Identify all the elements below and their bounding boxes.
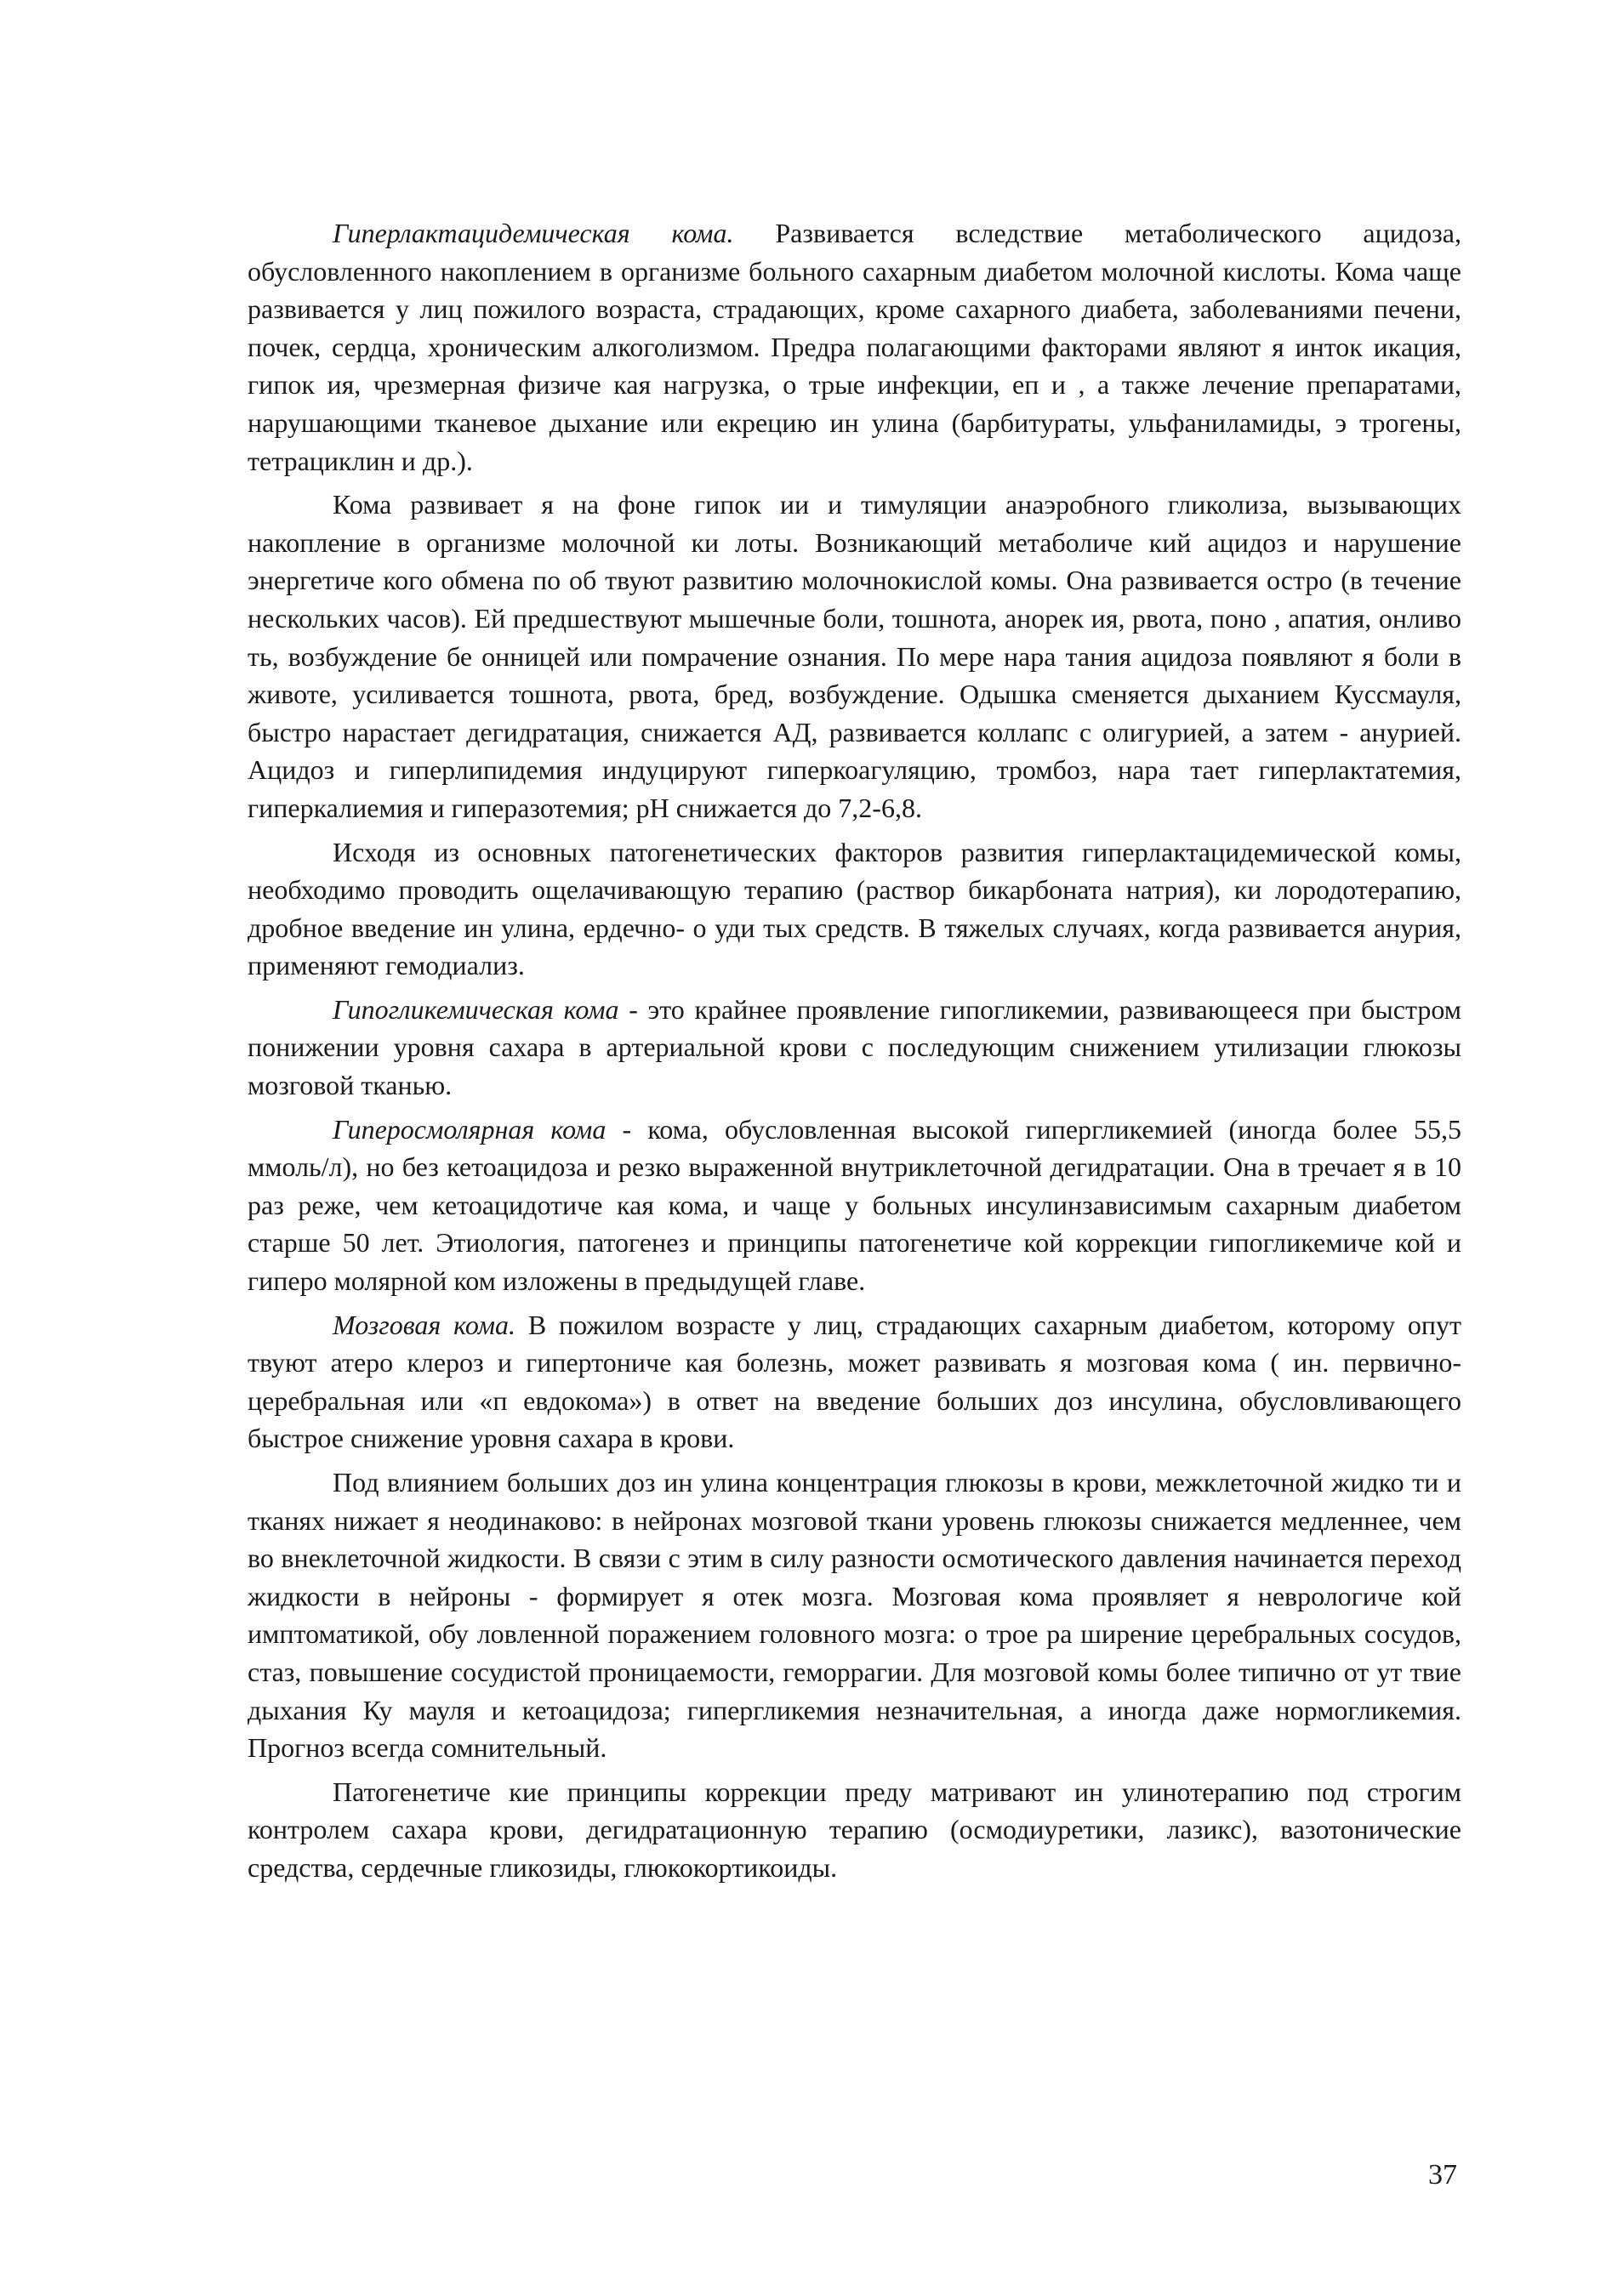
paragraph-text: Исходя из основных патогенетических факторов развития гиперлактацидемической комы, необходимо проводить ощелачивающую терапию (раствор бикарбоната натрия), ки лородотерапию, дробное введение ин улина, ердечно- о уди тых средств. В тяжелых случаях, когда развивается анурия, применяют гемодиализ. (248, 836, 1461, 981)
paragraph-insulin-effects (248, 1463, 1461, 1767)
paragraph-text: Под влиянием больших доз ин улина концентрация глюкозы в крови, межклеточной жидко ти и тканях нижает я неодинаково: в нейронах мозговой ткани уровень глюкозы снижается медленнее, чем во внеклеточной жидкости. В связи с этим в силу разности осмотического давления начинается переход жидкости в нейроны - формирует я отек мозга. Мозговая кома проявляет я неврологиче кой имптоматикой, обу ловленной поражением головного мозга: о трое ра ширение церебральных сосудов, стаз, повышение сосудистой проницаемости, геморрагии. Для мозговой комы более типично от ут твие дыхания Ку мауля и кетоацидоза; гипергликемия незначительная, а иногда даже нормогликемия. Прогноз всегда сомнительный. (248, 1467, 1461, 1764)
page-number: 37 (1428, 2159, 1457, 2191)
paragraph-text: Патогенетиче кие принципы коррекции преду матривают ин улинотерапию под строгим контролем сахара крови, дегидратационную терапию (осмодиуретики, лазикс), вазотонические средства, сердечные гликозиды, глюкокортикоиды. (248, 1776, 1461, 1883)
paragraph-text: - кома, обусловленная высокой гипергликемией (иногда более 55,5 ммоль/л), но без кетоацидоза и резко выраженной внутриклеточной дегидратации. Она в тречает я в 10 раз реже, чем кетоацидотиче кая кома, и чаще у больных инсулинзависимым сахарным диабетом старше 50 лет. Этиология, патогенез и принципы патогенетиче кой коррекции гипогликемиче кой и гиперо молярной ком изложены в предыдущей главе. (248, 1113, 1462, 1297)
term-heading: Гиперосмолярная кома (333, 1113, 606, 1145)
paragraph-hypoglycemic-coma (248, 991, 1461, 1105)
paragraph-hyperosmolar-coma (248, 1111, 1461, 1300)
term-heading: Гипогликемическая кома (333, 993, 619, 1025)
paragraph-text: В пожилом возрасте у лиц, страдающих сахарным диабетом, которому опут твуют атеро клероз и гипертониче кая болезнь, может развивать я мозговая кома ( ин. первично-церебральная или «п евдокома») в ответ на введение больших доз инсулина, обусловливающего быстрое снижение уровня сахара в крови. (248, 1309, 1462, 1454)
term-heading: Гиперлактацидемическая кома. (333, 218, 734, 248)
paragraph-hyperlactacidemic-coma (248, 214, 1461, 480)
paragraph-treatment (248, 833, 1461, 985)
paragraph-text: Развивается вследствие метаболического ацидоза, обусловленного накоплением в организме больного сахарным диабетом молочной кислоты. Кома чаще развивается у лиц пожилого возраста, страдающих, кроме сахарного диабета, заболеваниями печени, почек, сердца, хроническим алкоголизмом. Предра полагающими факторами являют я инток икация, гипок ия, чрезмерная физиче кая нагрузка, о трые инфекции, еп и , а также лечение препаратами, нарушающими тканевое дыхание или екрецию ин улина (барбитураты, ульфаниламиды, э трогены, тетрациклин и др.). (248, 218, 1461, 476)
paragraph-text: Кома развивает я на фоне гипок ии и тимуляции анаэробного гликолиза, вызывающих накопление в организме молочной ки лоты. Возникающий метаболиче кий ацидоз и нарушение энергетиче кого обмена по об твуют развитию молочнокислой комы. Она развивается остро (в течение нескольких часов). Ей предшествуют мышечные боли, тошнота, анорек ия, рвота, поно , апатия, онливо ть, возбуждение бе онницей или помрачение ознания. По мере нара тания ацидоза появляют я боли в животе, усиливается тошнота, рвота, бред, возбуждение. Одышка сменяется дыханием Куссмауля, быстро нарастает дегидратация, снижается АД, развивается коллапс с олигурией, а затем - анурией. Ацидоз и гиперлипидемия индуцируют гиперкоагуляцию, тромбоз, нара тает гиперлактатемия, гиперкалиемия и гиперазотемия; рН снижается до 7,2-6,8. (248, 489, 1461, 823)
paragraph-text: - это крайнее проявление гипогликемии, развивающееся при быстром понижении уровня сахара в артериальной крови с последующим снижением утилизации глюкозы мозговой тканью. (248, 993, 1462, 1101)
paragraph-cerebral-coma (248, 1306, 1461, 1458)
paragraph-coma-development (248, 486, 1461, 827)
main-text (248, 214, 1461, 1887)
term-heading: Мозговая кома. (333, 1309, 516, 1340)
paragraph-correction-principles (248, 1773, 1461, 1887)
